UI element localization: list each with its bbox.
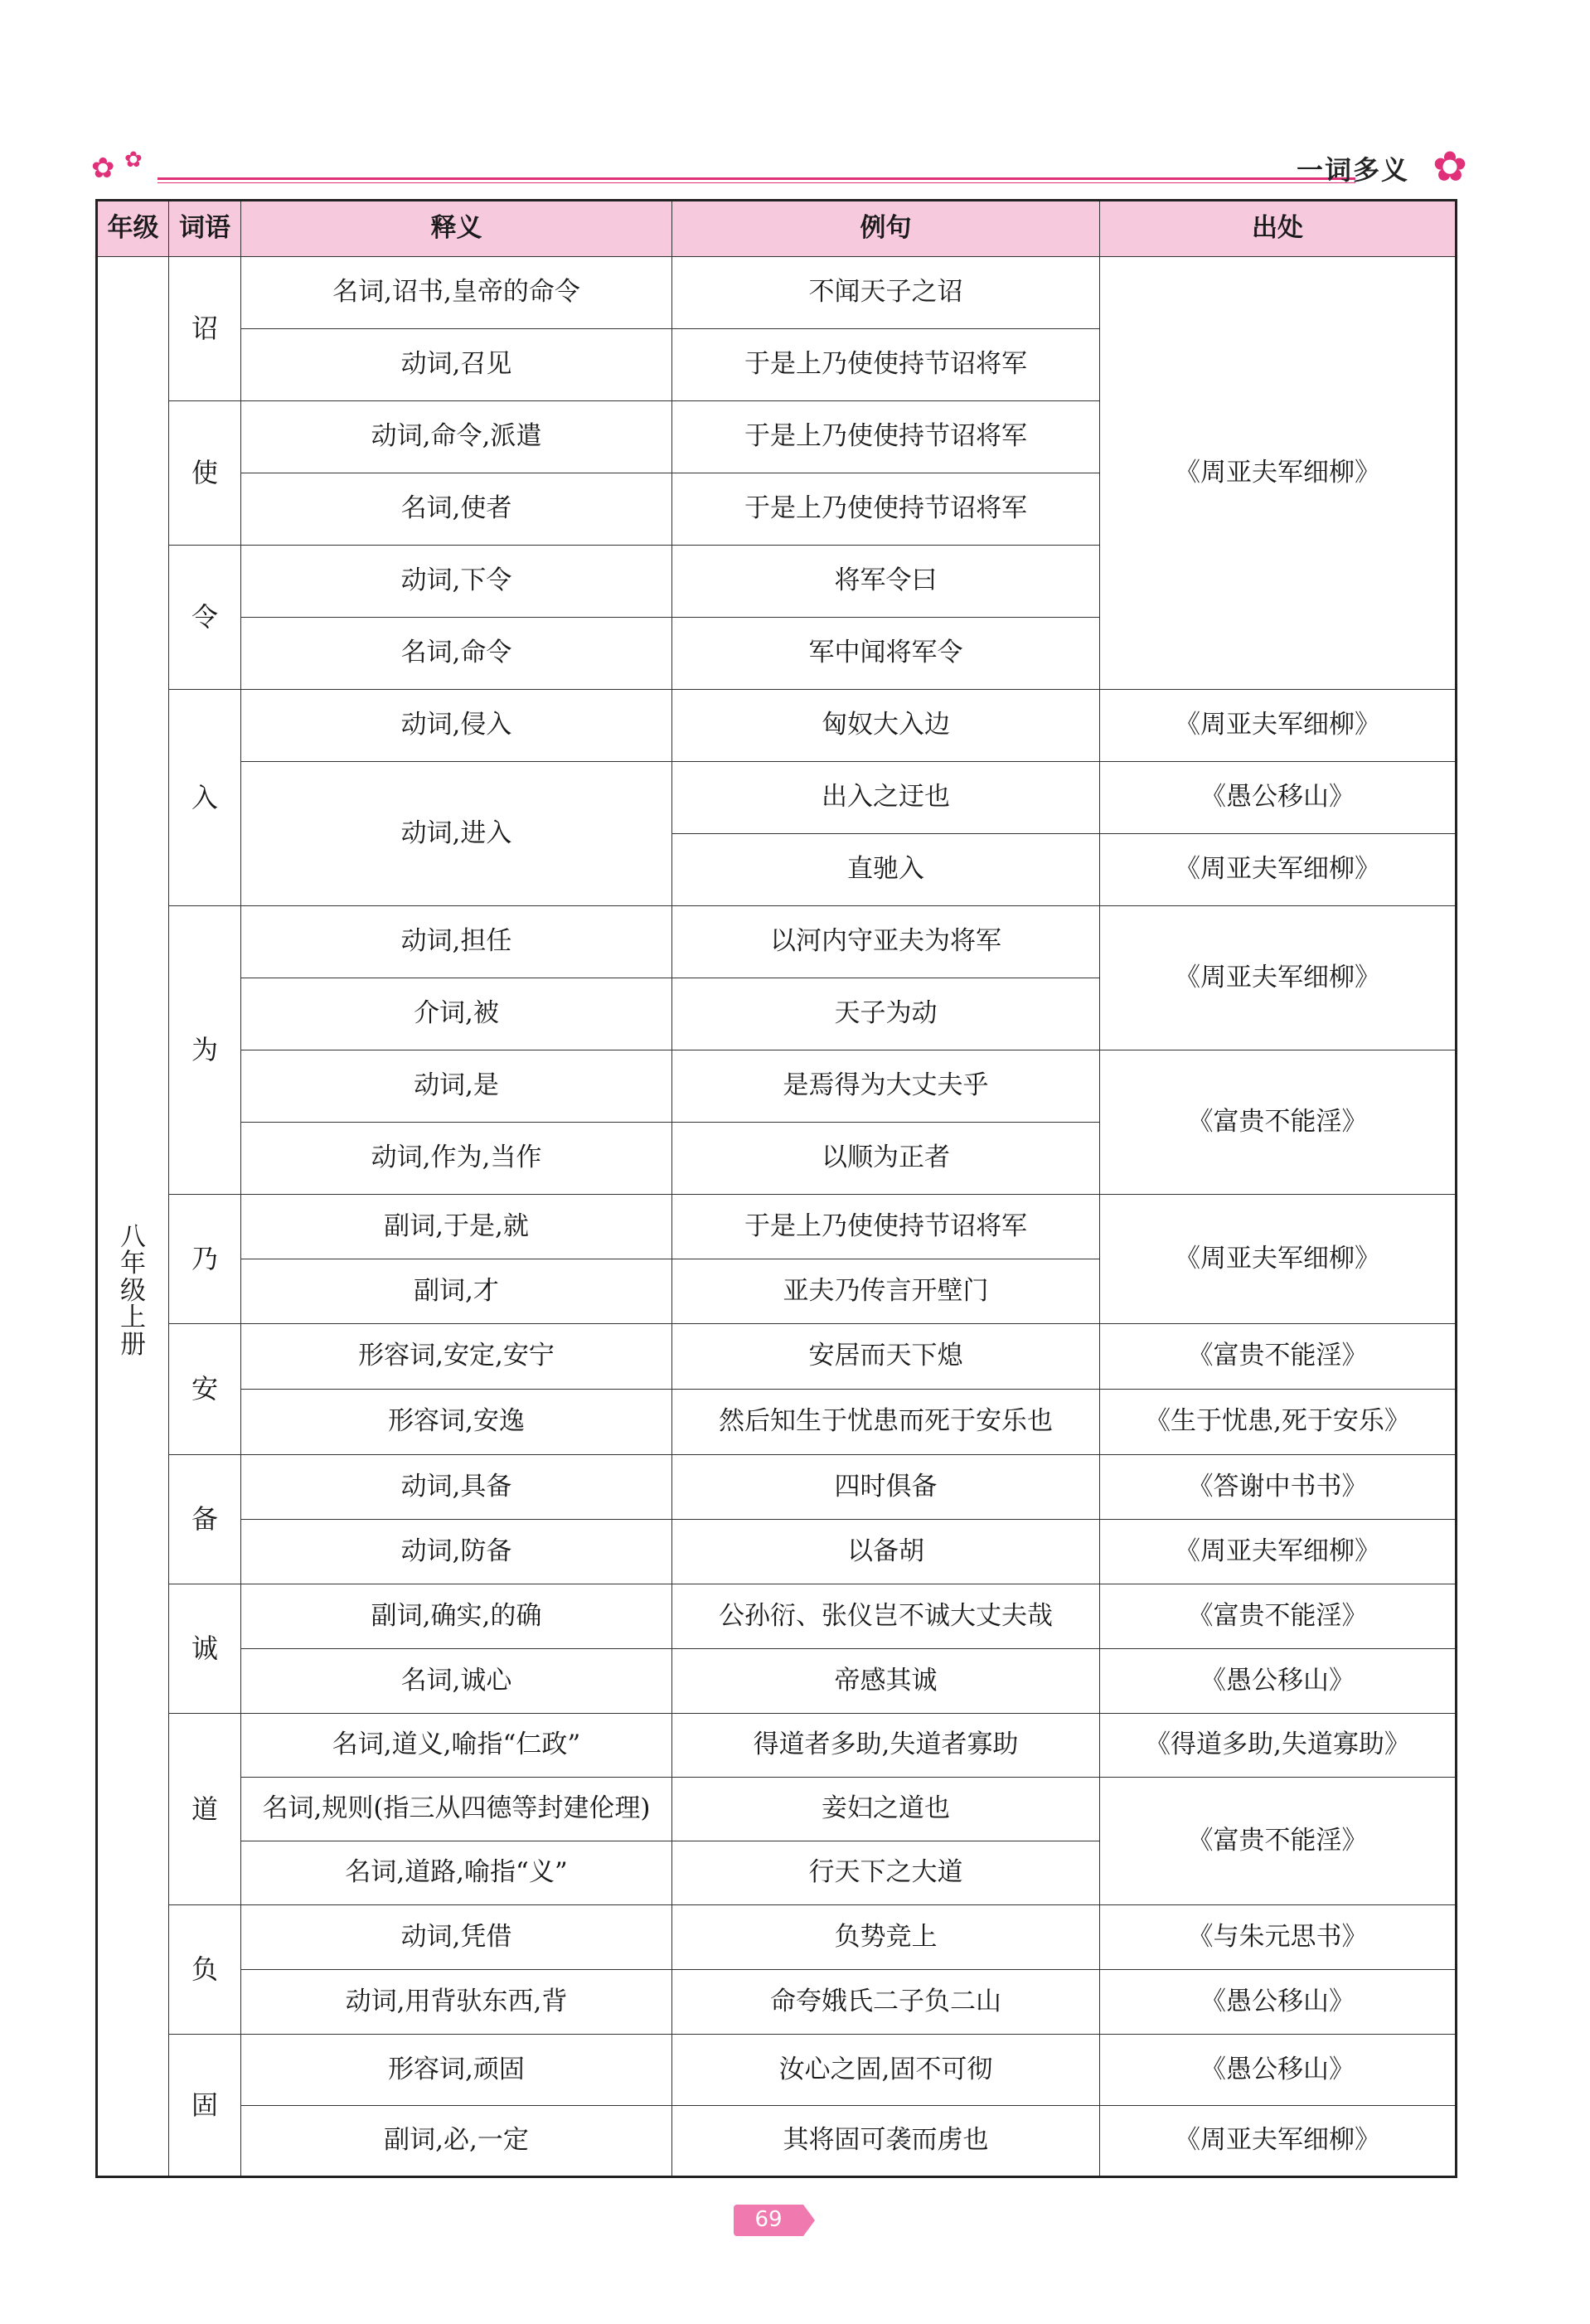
meaning-cell: 动词,下令 <box>241 546 672 618</box>
example-cell: 公孙衍、张仪岂不诚大丈夫哉 <box>672 1584 1100 1649</box>
table-row <box>97 1905 1457 1970</box>
table-header-row <box>97 201 1457 257</box>
table-row <box>97 1970 1457 2035</box>
source-cell: 《愚公移山》 <box>1100 2035 1457 2106</box>
source-cell: 《富贵不能淫》 <box>1100 1324 1457 1390</box>
header-rule <box>158 177 1355 180</box>
meaning-cell: 动词,用背驮东西,背 <box>241 1970 672 2035</box>
word-cell: 令 <box>169 546 241 690</box>
header-rule <box>158 182 1355 183</box>
example-cell: 于是上乃使使持节诏将军 <box>672 401 1100 473</box>
meaning-cell: 副词,必,一定 <box>241 2106 672 2177</box>
table-row <box>97 1584 1457 1649</box>
page-badge-arrow <box>803 2205 815 2236</box>
table-row <box>97 1649 1457 1714</box>
column-header-source: 出处 <box>1100 201 1457 257</box>
page-number-badge <box>734 2205 815 2236</box>
word-cell: 使 <box>169 401 241 546</box>
table-row <box>97 1195 1457 1259</box>
source-cell: 《周亚夫军细柳》 <box>1100 257 1457 690</box>
table-row <box>97 2106 1457 2177</box>
grade-cell <box>97 257 169 2177</box>
word-cell: 道 <box>169 1714 241 1905</box>
meaning-cell: 动词,具备 <box>241 1455 672 1520</box>
example-cell: 以河内守亚夫为将军 <box>672 906 1100 978</box>
table-row <box>97 1455 1457 1520</box>
meaning-cell: 副词,于是,就 <box>241 1195 672 1259</box>
meaning-cell: 名词,命令 <box>241 618 672 690</box>
flower-icon: ✿ <box>1432 143 1467 191</box>
meaning-cell: 动词,担任 <box>241 906 672 978</box>
meaning-cell: 介词,被 <box>241 978 672 1050</box>
meaning-cell: 副词,确实,的确 <box>241 1584 672 1649</box>
source-cell: 《富贵不能淫》 <box>1100 1778 1457 1905</box>
meaning-cell: 形容词,顽固 <box>241 2035 672 2106</box>
word-cell: 诚 <box>169 1584 241 1714</box>
source-cell: 《周亚夫军细柳》 <box>1100 834 1457 906</box>
meaning-cell: 名词,诚心 <box>241 1649 672 1714</box>
source-cell: 《愚公移山》 <box>1100 1649 1457 1714</box>
table-row <box>97 690 1457 762</box>
source-cell: 《愚公移山》 <box>1100 762 1457 834</box>
meaning-cell: 动词,侵入 <box>241 690 672 762</box>
source-cell: 《周亚夫军细柳》 <box>1100 906 1457 1050</box>
example-cell: 得道者多助,失道者寡助 <box>672 1714 1100 1778</box>
source-cell: 《愚公移山》 <box>1100 1970 1457 2035</box>
word-cell: 备 <box>169 1455 241 1584</box>
meaning-cell: 名词,道义,喻指“仁政” <box>241 1714 672 1778</box>
example-cell: 命夸娥氏二子负二山 <box>672 1970 1100 2035</box>
meaning-cell: 形容词,安逸 <box>241 1390 672 1455</box>
example-cell: 以顺为正者 <box>672 1123 1100 1195</box>
example-cell: 负势竞上 <box>672 1905 1100 1970</box>
column-header-meaning: 释义 <box>241 201 672 257</box>
column-header-grade: 年级 <box>97 201 169 257</box>
table-row <box>97 1520 1457 1584</box>
source-cell: 《得道多助,失道寡助》 <box>1100 1714 1457 1778</box>
meaning-cell: 名词,诏书,皇帝的命令 <box>241 257 672 329</box>
word-cell: 安 <box>169 1324 241 1455</box>
example-cell: 帝感其诚 <box>672 1649 1100 1714</box>
polysemy-table <box>95 199 1457 2178</box>
example-cell: 安居而天下熄 <box>672 1324 1100 1390</box>
example-cell: 四时俱备 <box>672 1455 1100 1520</box>
table-row <box>97 1324 1457 1390</box>
table-row <box>97 906 1457 978</box>
page-header <box>91 143 1467 191</box>
meaning-cell: 动词,作为,当作 <box>241 1123 672 1195</box>
example-cell: 天子为动 <box>672 978 1100 1050</box>
grade-label: 八年级上册 <box>120 1221 146 1360</box>
word-cell: 入 <box>169 690 241 906</box>
example-cell: 亚夫乃传言开壁门 <box>672 1259 1100 1324</box>
example-cell: 匈奴大入边 <box>672 690 1100 762</box>
page-number: 69 <box>754 2207 783 2232</box>
column-header-word: 词语 <box>169 201 241 257</box>
example-cell: 于是上乃使使持节诏将军 <box>672 1195 1100 1259</box>
meaning-cell: 动词,是 <box>241 1050 672 1123</box>
example-cell: 出入之迂也 <box>672 762 1100 834</box>
meaning-cell: 动词,进入 <box>241 762 672 906</box>
meaning-cell: 名词,使者 <box>241 473 672 546</box>
table-row <box>97 257 1457 329</box>
table-row <box>97 2035 1457 2106</box>
table-row <box>97 1778 1457 1841</box>
example-cell: 于是上乃使使持节诏将军 <box>672 473 1100 546</box>
word-cell: 固 <box>169 2035 241 2177</box>
section-title: 一词多义 <box>1296 154 1409 186</box>
source-cell: 《生于忧患,死于安乐》 <box>1100 1390 1457 1455</box>
meaning-cell: 副词,才 <box>241 1259 672 1324</box>
source-cell: 《周亚夫军细柳》 <box>1100 1195 1457 1324</box>
meaning-cell: 动词,防备 <box>241 1520 672 1584</box>
source-cell: 《富贵不能淫》 <box>1100 1584 1457 1649</box>
word-cell: 乃 <box>169 1195 241 1324</box>
example-cell: 行天下之大道 <box>672 1841 1100 1905</box>
source-cell: 《周亚夫军细柳》 <box>1100 2106 1457 2177</box>
meaning-cell: 动词,凭借 <box>241 1905 672 1970</box>
example-cell: 于是上乃使使持节诏将军 <box>672 329 1100 401</box>
example-cell: 直驰入 <box>672 834 1100 906</box>
source-cell: 《周亚夫军细柳》 <box>1100 1520 1457 1584</box>
example-cell: 军中闻将军令 <box>672 618 1100 690</box>
flower-icon: ✿ <box>91 152 115 185</box>
example-cell: 汝心之固,固不可彻 <box>672 2035 1100 2106</box>
example-cell: 其将固可袭而虏也 <box>672 2106 1100 2177</box>
source-cell: 《答谢中书书》 <box>1100 1455 1457 1520</box>
table-row <box>97 1714 1457 1778</box>
example-cell: 以备胡 <box>672 1520 1100 1584</box>
source-cell: 《富贵不能淫》 <box>1100 1050 1457 1195</box>
source-cell: 《周亚夫军细柳》 <box>1100 690 1457 762</box>
example-cell: 然后知生于忧患而死于安乐也 <box>672 1390 1100 1455</box>
example-cell: 是焉得为大丈夫乎 <box>672 1050 1100 1123</box>
word-cell: 为 <box>169 906 241 1195</box>
flower-icon: ✿ <box>124 148 143 172</box>
word-cell: 诏 <box>169 257 241 401</box>
table-row <box>97 1390 1457 1455</box>
meaning-cell: 形容词,安定,安宁 <box>241 1324 672 1390</box>
meaning-cell: 动词,召见 <box>241 329 672 401</box>
meaning-cell: 动词,命令,派遣 <box>241 401 672 473</box>
example-cell: 将军令曰 <box>672 546 1100 618</box>
meaning-cell: 名词,规则(指三从四德等封建伦理) <box>241 1778 672 1841</box>
table-row <box>97 1050 1457 1123</box>
meaning-cell: 名词,道路,喻指“义” <box>241 1841 672 1905</box>
word-cell: 负 <box>169 1905 241 2035</box>
column-header-example: 例句 <box>672 201 1100 257</box>
example-cell: 不闻天子之诏 <box>672 257 1100 329</box>
table-row <box>97 762 1457 834</box>
source-cell: 《与朱元思书》 <box>1100 1905 1457 1970</box>
example-cell: 妾妇之道也 <box>672 1778 1100 1841</box>
